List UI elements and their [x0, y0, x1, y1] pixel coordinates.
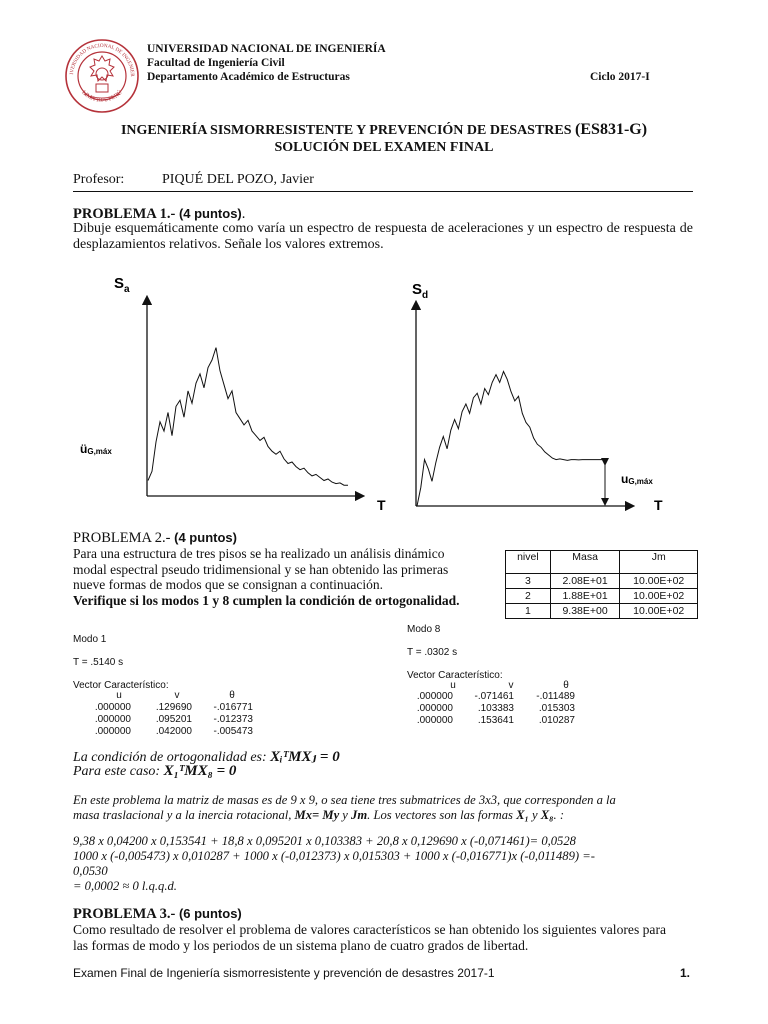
- this-case-text: Para este caso:: [73, 764, 161, 779]
- problem1-title: PROBLEMA 1.-: [73, 206, 176, 222]
- mode8-cell: .010287: [538, 715, 575, 726]
- explanation-part: y: [528, 808, 541, 822]
- problem2-text: [73, 546, 499, 608]
- explanation-jm: Jm: [351, 808, 368, 822]
- mode8-cell: .000000: [416, 715, 453, 726]
- problem1-text: Dibuje esquemáticamente como varía un espectro de respuesta de aceleraciones y un espectro de respuesta de desplazamientos relativos. Señale los valores extremos.: [73, 221, 693, 252]
- sa-axis-label: $S_a$: [114, 275, 130, 295]
- mode1-cell: .000000: [94, 726, 131, 737]
- table-cell: 1: [506, 604, 551, 619]
- mode1-cell: -.005473: [213, 726, 253, 737]
- table-row: [506, 604, 698, 619]
- mode1-period: T = .5140 s: [73, 657, 124, 668]
- page-number: 1.: [680, 966, 691, 980]
- problem3-heading: [73, 906, 242, 923]
- course-name: INGENIERÍA SISMORRESISTENTE Y PREVENCIÓN DE DESASTRES: [120, 123, 572, 138]
- mode1-cell: -.016771: [213, 702, 253, 713]
- explanation-x1: X₁: [516, 808, 529, 822]
- mode1-cell: -.012373: [213, 714, 253, 725]
- faculty-name: Facultad de Ingeniería Civil: [147, 57, 285, 69]
- table-cell: 9.38E+00: [550, 604, 620, 619]
- problem3-text-line-2: las formas de modo y los periodos de un sistema plano de cuatro grados de libertad.: [73, 938, 529, 953]
- cycle-label: Ciclo 2017-I: [590, 71, 650, 83]
- problem2-line: modal espectral pseudo tridimensional y se han obtenido las primeras: [73, 561, 449, 577]
- mode1-cell: .000000: [94, 714, 131, 725]
- calc-result: = 0,0002 ≈ 0 l.q.q.d.: [73, 879, 177, 893]
- problem2-points: (4 puntos): [174, 530, 237, 545]
- sa-annotation: üG,máx: [80, 442, 112, 456]
- mode8-cell: -.071461: [474, 691, 514, 702]
- mode1-cell: .042000: [155, 726, 192, 737]
- sd-annotation: uG,máx: [621, 472, 653, 486]
- problem1-heading: PROBLEMA 1.- (4 puntos).: [73, 206, 246, 222]
- calc-line-1: 9,38 x 0,04200 x 0,153541 + 18,8 x 0,095201 x 0,103383 + 20,8 x 0,129690 x (-0,071461)= 0,0528: [73, 834, 576, 848]
- sa-x-label: T: [377, 497, 386, 513]
- mode8-vector-label: Vector Característico:: [407, 670, 503, 681]
- explanation-part: . :: [553, 808, 565, 822]
- table-row: [506, 589, 698, 604]
- professor-name: PIQUÉ DEL POZO, Javier: [162, 172, 314, 187]
- department-name: Departamento Académico de Estructuras: [147, 71, 350, 83]
- mode8-col-header: v: [508, 680, 514, 691]
- mode8-cell: .000000: [416, 703, 453, 714]
- mode8-block: [407, 620, 707, 730]
- sa-spectrum-curve: [148, 348, 348, 486]
- orth-condition-text: La condición de ortogonalidad es:: [73, 750, 267, 765]
- problem2-title-rest: .-: [162, 530, 171, 546]
- explanation-x8: X₈: [540, 808, 554, 822]
- table-header-row: [506, 551, 698, 574]
- university-name: UNIVERSIDAD NACIONAL DE INGENIERÍA: [147, 43, 386, 55]
- mode1-col-header: u: [116, 690, 122, 701]
- table-cell: 2.08E+01: [550, 574, 620, 589]
- mode8-col-header: u: [450, 680, 456, 691]
- table-row: [506, 574, 698, 589]
- problem2-heading: [73, 530, 237, 547]
- title-divider: [73, 191, 693, 192]
- mode8-cell: .103383: [477, 703, 514, 714]
- course-title: [0, 121, 768, 139]
- sd-axis-label: $S_d$: [412, 281, 429, 301]
- problem2-title: PROBLEMA 2: [73, 530, 163, 546]
- professor-label: Profesor:: [73, 172, 125, 187]
- problem2-line: Para una estructura de tres pisos se ha realizado un análisis dinámico: [73, 546, 445, 561]
- table-header-cell: Jm: [620, 551, 698, 574]
- problem3-title: PROBLEMA 3.-: [73, 906, 176, 922]
- mode8-cell: .153641: [477, 715, 514, 726]
- table-cell: 10.00E+02: [620, 589, 698, 604]
- problem2-verify: Verifique si los modos 1 y 8 cumplen la condición de ortogonalidad.: [73, 592, 460, 608]
- mode8-cell: .015303: [538, 703, 575, 714]
- problem3-points: (6 puntos): [178, 906, 242, 921]
- logo-ring-bottom-text: LIMA 1876 PERÚ: [80, 89, 124, 104]
- mode1-vector-label: Vector Característico:: [73, 680, 169, 691]
- calc-line-2: 1000 x (-0,005473) x 0,010287 + 1000 x (-0,012373) x 0,015303 + 1000 x (-0,016771)x (-0,011489) =-: [73, 849, 595, 863]
- logo-ring-top-text: IVERSIDAD NACIONAL DE INGENIER: [69, 42, 136, 77]
- mode8-cell: -.011489: [536, 691, 575, 702]
- explanation-part: masa traslacional y a la inercia rotacional,: [73, 808, 295, 822]
- course-code: (ES831-G): [575, 121, 648, 138]
- table-cell: 10.00E+02: [620, 604, 698, 619]
- mode1-col-header: θ: [229, 690, 235, 701]
- footer-text: Examen Final de Ingeniería sismorresistente y prevención de desastres 2017-1: [73, 966, 495, 980]
- mode1-col-header: v: [174, 690, 180, 701]
- exam-subtitle: SOLUCIÓN DEL EXAMEN FINAL: [274, 140, 494, 155]
- displacement-spectrum-chart: [400, 270, 730, 520]
- university-logo: [64, 38, 140, 114]
- table-cell: 1.88E+01: [550, 589, 620, 604]
- mode1-cell: .000000: [94, 702, 131, 713]
- explanation-line-1: En este problema la matriz de masas es de 9 x 9, o sea tiene tres submatrices de 3x3, que corresponden a la: [73, 793, 616, 807]
- sd-spectrum-curve: [417, 372, 605, 507]
- acceleration-spectrum-chart: [70, 270, 400, 520]
- mode8-period: T = .0302 s: [407, 647, 458, 658]
- table-cell: 2: [506, 589, 551, 604]
- mode8-col-header: θ: [563, 680, 569, 691]
- sd-x-label: T: [654, 497, 663, 513]
- university-seal-icon: [64, 38, 140, 114]
- orth-condition-formula: XᵢᵀMXⱼ = 0: [270, 749, 340, 765]
- problem3-text-line-1: Como resultado de resolver el problema de valores característicos se han obtenido los siguientes valores para: [73, 922, 667, 937]
- mass-table: [505, 550, 698, 619]
- calc-line-3: 0,0530: [73, 864, 108, 878]
- problem2-line: nueve formas de modos que se consignan a continuación.: [73, 577, 384, 592]
- table-cell: 10.00E+02: [620, 574, 698, 589]
- this-case-line: [73, 763, 236, 780]
- mode1-cell: .129690: [155, 702, 192, 713]
- mode1-title: Modo 1: [73, 634, 107, 645]
- explanation-line-2: [73, 808, 564, 823]
- problem1-points: (4 puntos): [178, 206, 242, 221]
- explanation-part: y: [339, 808, 352, 822]
- explanation-mx-my: Mx= My: [294, 808, 340, 822]
- mode8-cell: .000000: [416, 691, 453, 702]
- mode8-title: Modo 8: [407, 624, 441, 635]
- mode1-cell: .095201: [155, 714, 192, 725]
- explanation-part: . Los vectores son las formas: [367, 808, 517, 822]
- this-case-formula: X₁ᵀMX₈ = 0: [163, 763, 237, 779]
- table-header-cell: Masa: [550, 551, 620, 574]
- table-cell: 3: [506, 574, 551, 589]
- mode1-block: [73, 630, 373, 740]
- table-header-cell: nivel: [506, 551, 551, 574]
